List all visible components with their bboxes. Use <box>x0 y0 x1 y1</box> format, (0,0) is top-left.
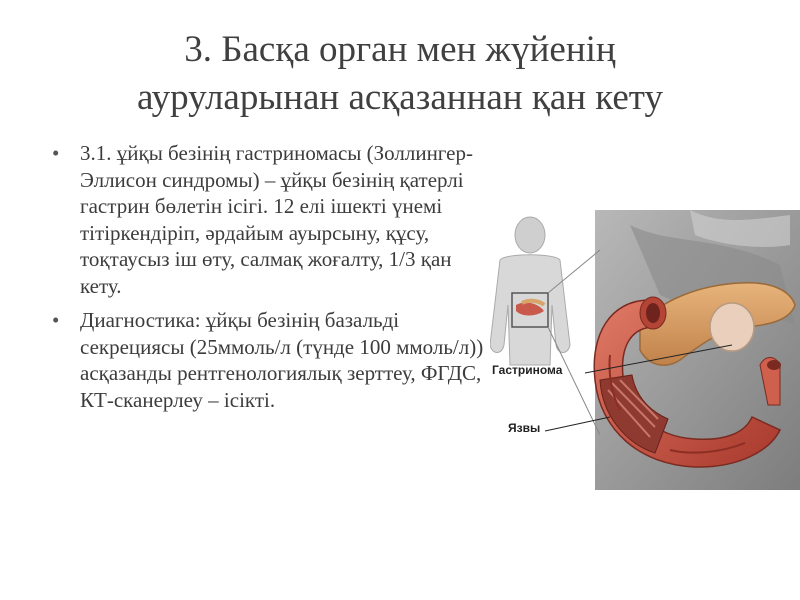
anatomy-illustration <box>490 205 800 490</box>
slide-title-line-2: ауруларынан асқазаннан қан кету <box>137 77 663 118</box>
gastrinoma-tumor <box>710 303 754 351</box>
bullet-item-gastrinoma: • 3.1. ұйқы безінің гастриномасы (Золлингер-Эллисон синдромы) – ұйқы безінің қатерлі гастрин бөлетін ісігі. 12 елі ішекті үнемі тітіркендіріп, әрдайым ауырсыну, құсу, тоқтаусыз іш өту, салмақ жоғалту, 1/3 қан кету. <box>50 140 490 299</box>
slide-title <box>40 26 760 122</box>
pancreas-duodenum-drawing <box>490 205 800 490</box>
slide-title-line-1: 3. Басқа орган мен жүйенің <box>184 29 616 70</box>
bullet-list <box>50 140 490 421</box>
label-ulcers: Язвы <box>508 421 541 435</box>
label-gastrinoma: Гастринома <box>492 363 563 377</box>
torso-silhouette <box>490 217 570 365</box>
bullet-item-diagnostics: • Диагностика: ұйқы безінің базальді секрециясы (25ммоль/л (түнде 100 ммоль/л)) асқазанды рентгенологиялық зерттеу, ФГДС, КТ-сканерлеу – ісікті. <box>50 307 490 413</box>
